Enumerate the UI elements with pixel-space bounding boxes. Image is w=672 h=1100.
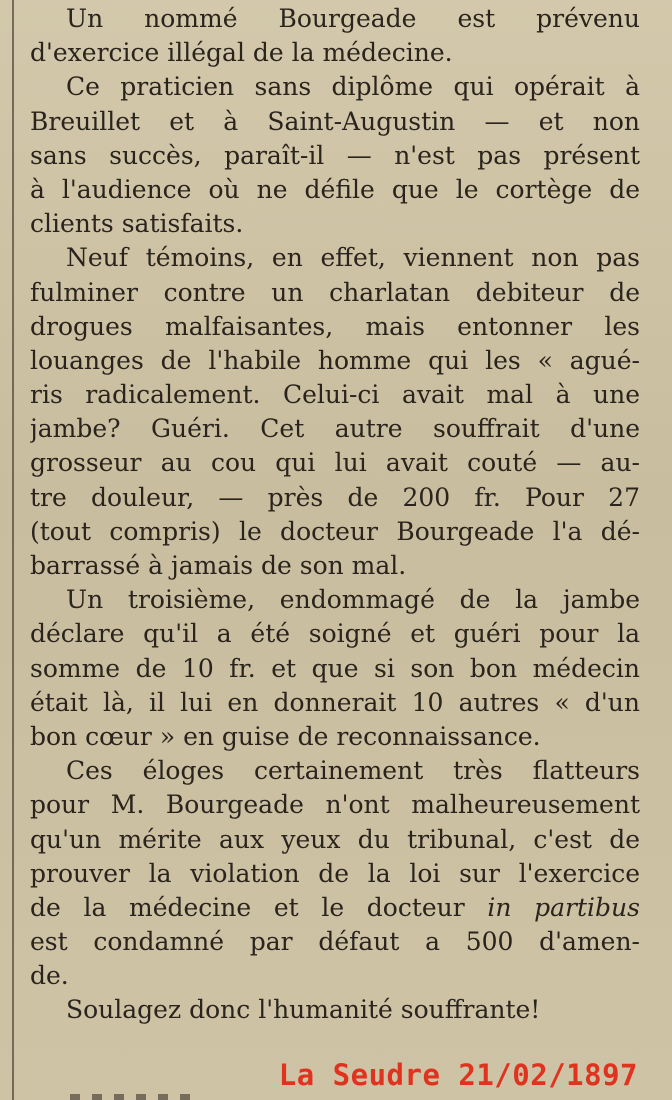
text-segment: de la médecine et le docteur bbox=[30, 892, 465, 922]
text-line: ris radicalement. Celui-ci avait mal à une bbox=[30, 380, 640, 410]
paragraph-4 bbox=[30, 583, 640, 754]
paragraph-1 bbox=[30, 2, 640, 70]
text-line: Un troisième, endommagé de la jambe bbox=[66, 585, 640, 615]
text-line: clients satisfaits. bbox=[30, 209, 244, 239]
text-line: d'exercice illégal de la médecine. bbox=[30, 38, 453, 68]
italic-phrase: in partibus bbox=[487, 892, 640, 922]
text-line: de. bbox=[30, 961, 69, 991]
text-line: (tout compris) le docteur Bourgeade l'a dé- bbox=[30, 516, 640, 546]
text-line: fulminer contre un charlatan debiteur de bbox=[30, 277, 640, 307]
text-line: était là, il lui en donnerait 10 autres « d'un bbox=[30, 687, 640, 717]
cropped-next-line bbox=[70, 1094, 190, 1100]
text-line-with-italic bbox=[30, 891, 640, 925]
text-line: louanges de l'habile homme qui les « agué- bbox=[30, 345, 640, 375]
text-line: sans succès, paraît-il — n'est pas présent bbox=[30, 140, 640, 170]
text-line: Un nommé Bourgeade est prévenu bbox=[66, 4, 640, 33]
source-caption: La Seudre 21/02/1897 bbox=[278, 1058, 638, 1092]
text-line: tre douleur, — près de 200 fr. Pour 27 bbox=[30, 482, 640, 512]
text-line: Soulagez donc l'humanité souffrante! bbox=[66, 995, 541, 1025]
text-line: Neuf témoins, en effet, viennent non pas bbox=[66, 243, 640, 273]
text-line: prouver la violation de la loi sur l'exercice bbox=[30, 858, 640, 888]
paragraph-3 bbox=[30, 241, 640, 583]
text-line: barrassé à jamais de son mal. bbox=[30, 551, 407, 580]
text-line: Ces éloges certainement très flatteurs bbox=[66, 756, 640, 786]
text-line: somme de 10 fr. et que si son bon médecin bbox=[30, 653, 640, 683]
article-body bbox=[30, 2, 640, 1028]
text-line: drogues malfaisantes, mais entonner les bbox=[30, 311, 640, 341]
text-line: est condamné par défaut a 500 d'amen- bbox=[30, 927, 640, 957]
text-line: Breuillet et à Saint-Augustin — et non bbox=[30, 106, 640, 136]
text-line: pour M. Bourgeade n'ont malheureusement bbox=[30, 790, 640, 820]
text-line: déclare qu'il a été soigné et guéri pour la bbox=[30, 619, 640, 649]
paragraph-6 bbox=[30, 993, 640, 1027]
paragraph-5 bbox=[30, 754, 640, 993]
text-line: bon cœur » en guise de reconnaissance. bbox=[30, 721, 541, 751]
text-line: Ce praticien sans diplôme qui opérait à bbox=[66, 72, 640, 102]
text-line: à l'audience où ne défile que le cortège de bbox=[30, 174, 640, 204]
text-line: qu'un mérite aux yeux du tribunal, c'est de bbox=[30, 824, 640, 854]
text-line: grosseur au cou qui lui avait couté — au- bbox=[30, 448, 640, 478]
column-rule bbox=[12, 0, 14, 1100]
text-line: jambe? Guéri. Cet autre souffrait d'une bbox=[30, 414, 640, 444]
paragraph-2 bbox=[30, 70, 640, 241]
